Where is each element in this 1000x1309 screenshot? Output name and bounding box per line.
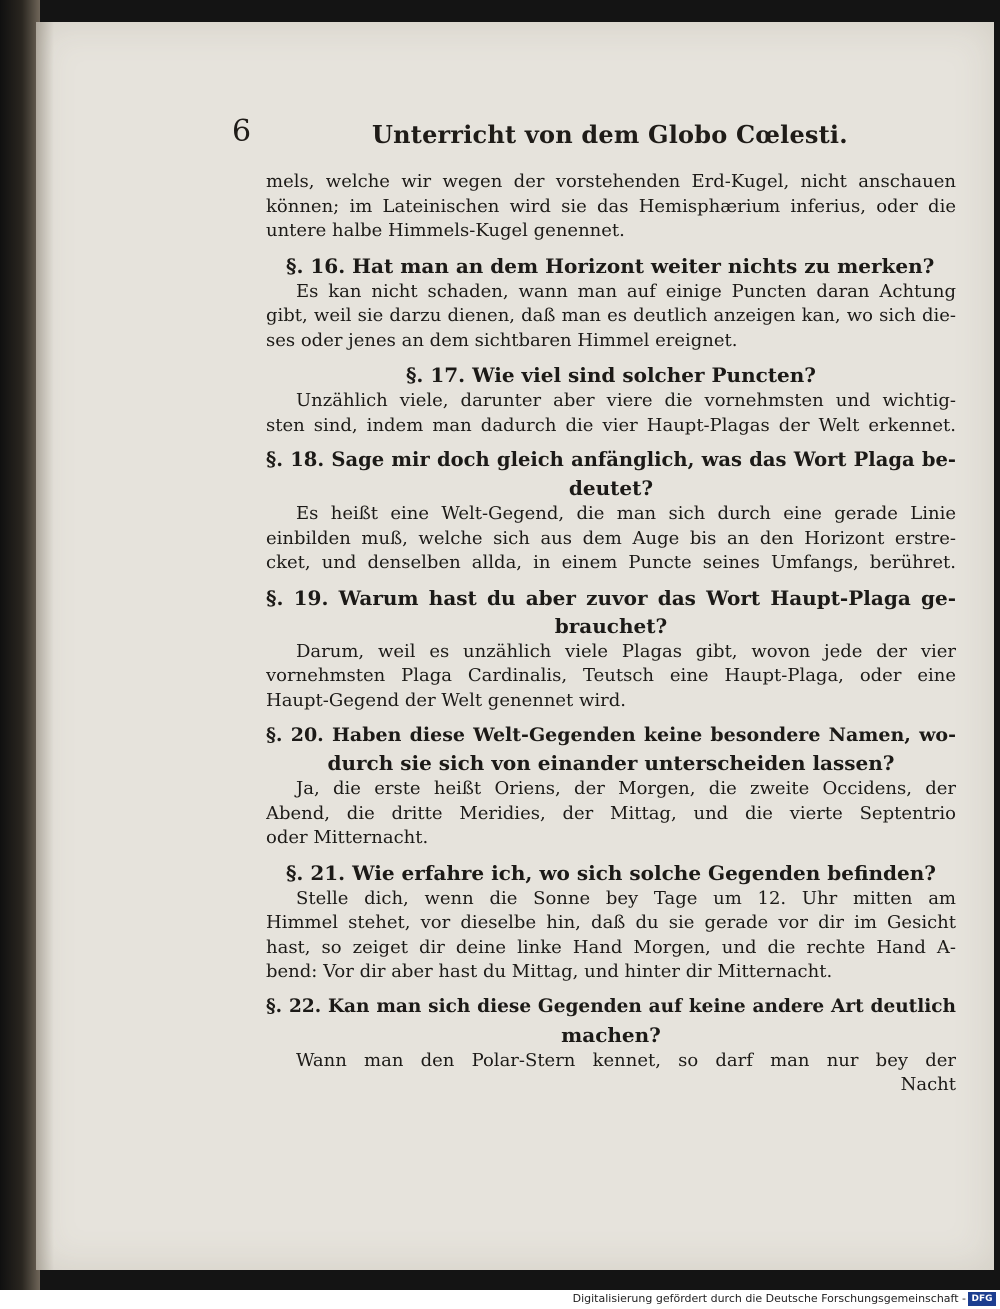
text-line: Es kan nicht schaden, wann man auf einige Puncten daran Achtung — [296, 280, 956, 302]
text-line: ses oder jenes an dem sichtbaren Himmel ereignet. — [266, 329, 738, 351]
text-line: Unzählich viele, darunter aber viere die vornehmsten und wichtig- — [296, 390, 956, 411]
text-line: sten sind, indem man dadurch die vier Haupt-Plagas der Welt erkennet. — [266, 414, 956, 436]
running-title: Unterricht von dem Globo Cœlesti. — [372, 120, 848, 149]
section-heading-20: §. 20. Haben diese Welt-Gegenden keine besondere Namen, wo- — [266, 724, 956, 746]
text-line: bend: Vor dir aber hast du Mittag, und hinter dir Mitternacht. — [266, 961, 833, 982]
text-line: hast, so zeiget dir deine linke Hand Morgen, und die rechte Hand A- — [266, 936, 956, 958]
text-line: oder Mitternacht. — [266, 827, 429, 848]
section-heading-21: §. 21. Wie erfahre ich, wo sich solche Gegenden befinden? — [285, 860, 937, 885]
scan-edge-left — [0, 0, 40, 1290]
section-heading-20-cont: durch sie sich von einander unterscheiden lassen? — [327, 751, 895, 775]
text-line: können; im Lateinischen wird sie das Hemisphærium inferius, oder die — [266, 195, 956, 217]
text-line: Es heißt eine Welt-Gegend, die man sich durch eine gerade Linie — [296, 503, 956, 524]
text-line: gibt, weil sie darzu dienen, daß man es deutlich anzeigen kan, wo sich die- — [266, 305, 956, 326]
section-heading-19: §. 19. Warum hast du aber zuvor das Wort Haupt-Plaga ge- — [266, 585, 956, 610]
section-heading-18: §. 18. Sage mir doch gleich anfänglich, was das Wort Plaga be- — [266, 448, 956, 471]
page-number: 6 — [232, 114, 252, 149]
section-heading-22: §. 22. Kan man sich diese Gegenden auf keine andere Art deutlich — [266, 995, 956, 1017]
funding-credit: Digitalisierung gefördert durch die Deutsche Forschungsgemeinschaft - — [572, 1292, 966, 1305]
text-line: Wann man den Polar-Stern kennet, so darf man nur bey der — [296, 1049, 956, 1071]
text-line: vornehmsten Plaga Cardinalis, Teutsch eine Haupt-Plaga, oder eine — [266, 665, 956, 686]
page-text — [266, 170, 956, 1098]
section-heading-18-cont: deutet? — [568, 476, 654, 500]
catchword: Nacht — [900, 1074, 956, 1095]
digitization-footer — [0, 1290, 1000, 1309]
running-header — [232, 112, 848, 152]
dfg-logo: DFG — [968, 1292, 996, 1306]
text-line: Haupt-Gegend der Welt genennet wird. — [266, 689, 627, 711]
text-line: cket, und denselben allda, in einem Puncte seines Umfangs, berühret. — [266, 552, 956, 573]
gutter-shadow — [36, 22, 54, 1270]
text-line: Himmel stehet, vor dieselbe hin, daß du sie gerade vor dir im Gesicht — [266, 912, 956, 933]
text-line: mels, welche wir wegen der vorstehenden Erd-Kugel, nicht anschauen — [266, 171, 956, 192]
section-heading-16: §. 16. Hat man an dem Horizont weiter nichts zu merken? — [286, 253, 935, 278]
text-line: einbilden muß, welche sich aus dem Auge bis an den Horizont erstre- — [266, 527, 956, 549]
section-heading-19-cont: brauchet? — [554, 613, 668, 638]
section-heading-22-cont: machen? — [561, 1022, 661, 1047]
section-heading-17: §. 17. Wie viel sind solcher Puncten? — [405, 363, 817, 387]
text-line: untere halbe Himmels-Kugel genennet. — [266, 220, 625, 241]
text-line: Stelle dich, wenn die Sonne bey Tage um 12. Uhr mitten am — [296, 887, 956, 909]
text-line: Ja, die erste heißt Oriens, der Morgen, die zweite Occidens, der — [296, 778, 956, 799]
text-line: Darum, weil es unzählich viele Plagas gibt, wovon jede der vier — [296, 640, 956, 662]
text-line: Abend, die dritte Meridies, der Mittag, und die vierte Septentrio — [266, 802, 956, 824]
